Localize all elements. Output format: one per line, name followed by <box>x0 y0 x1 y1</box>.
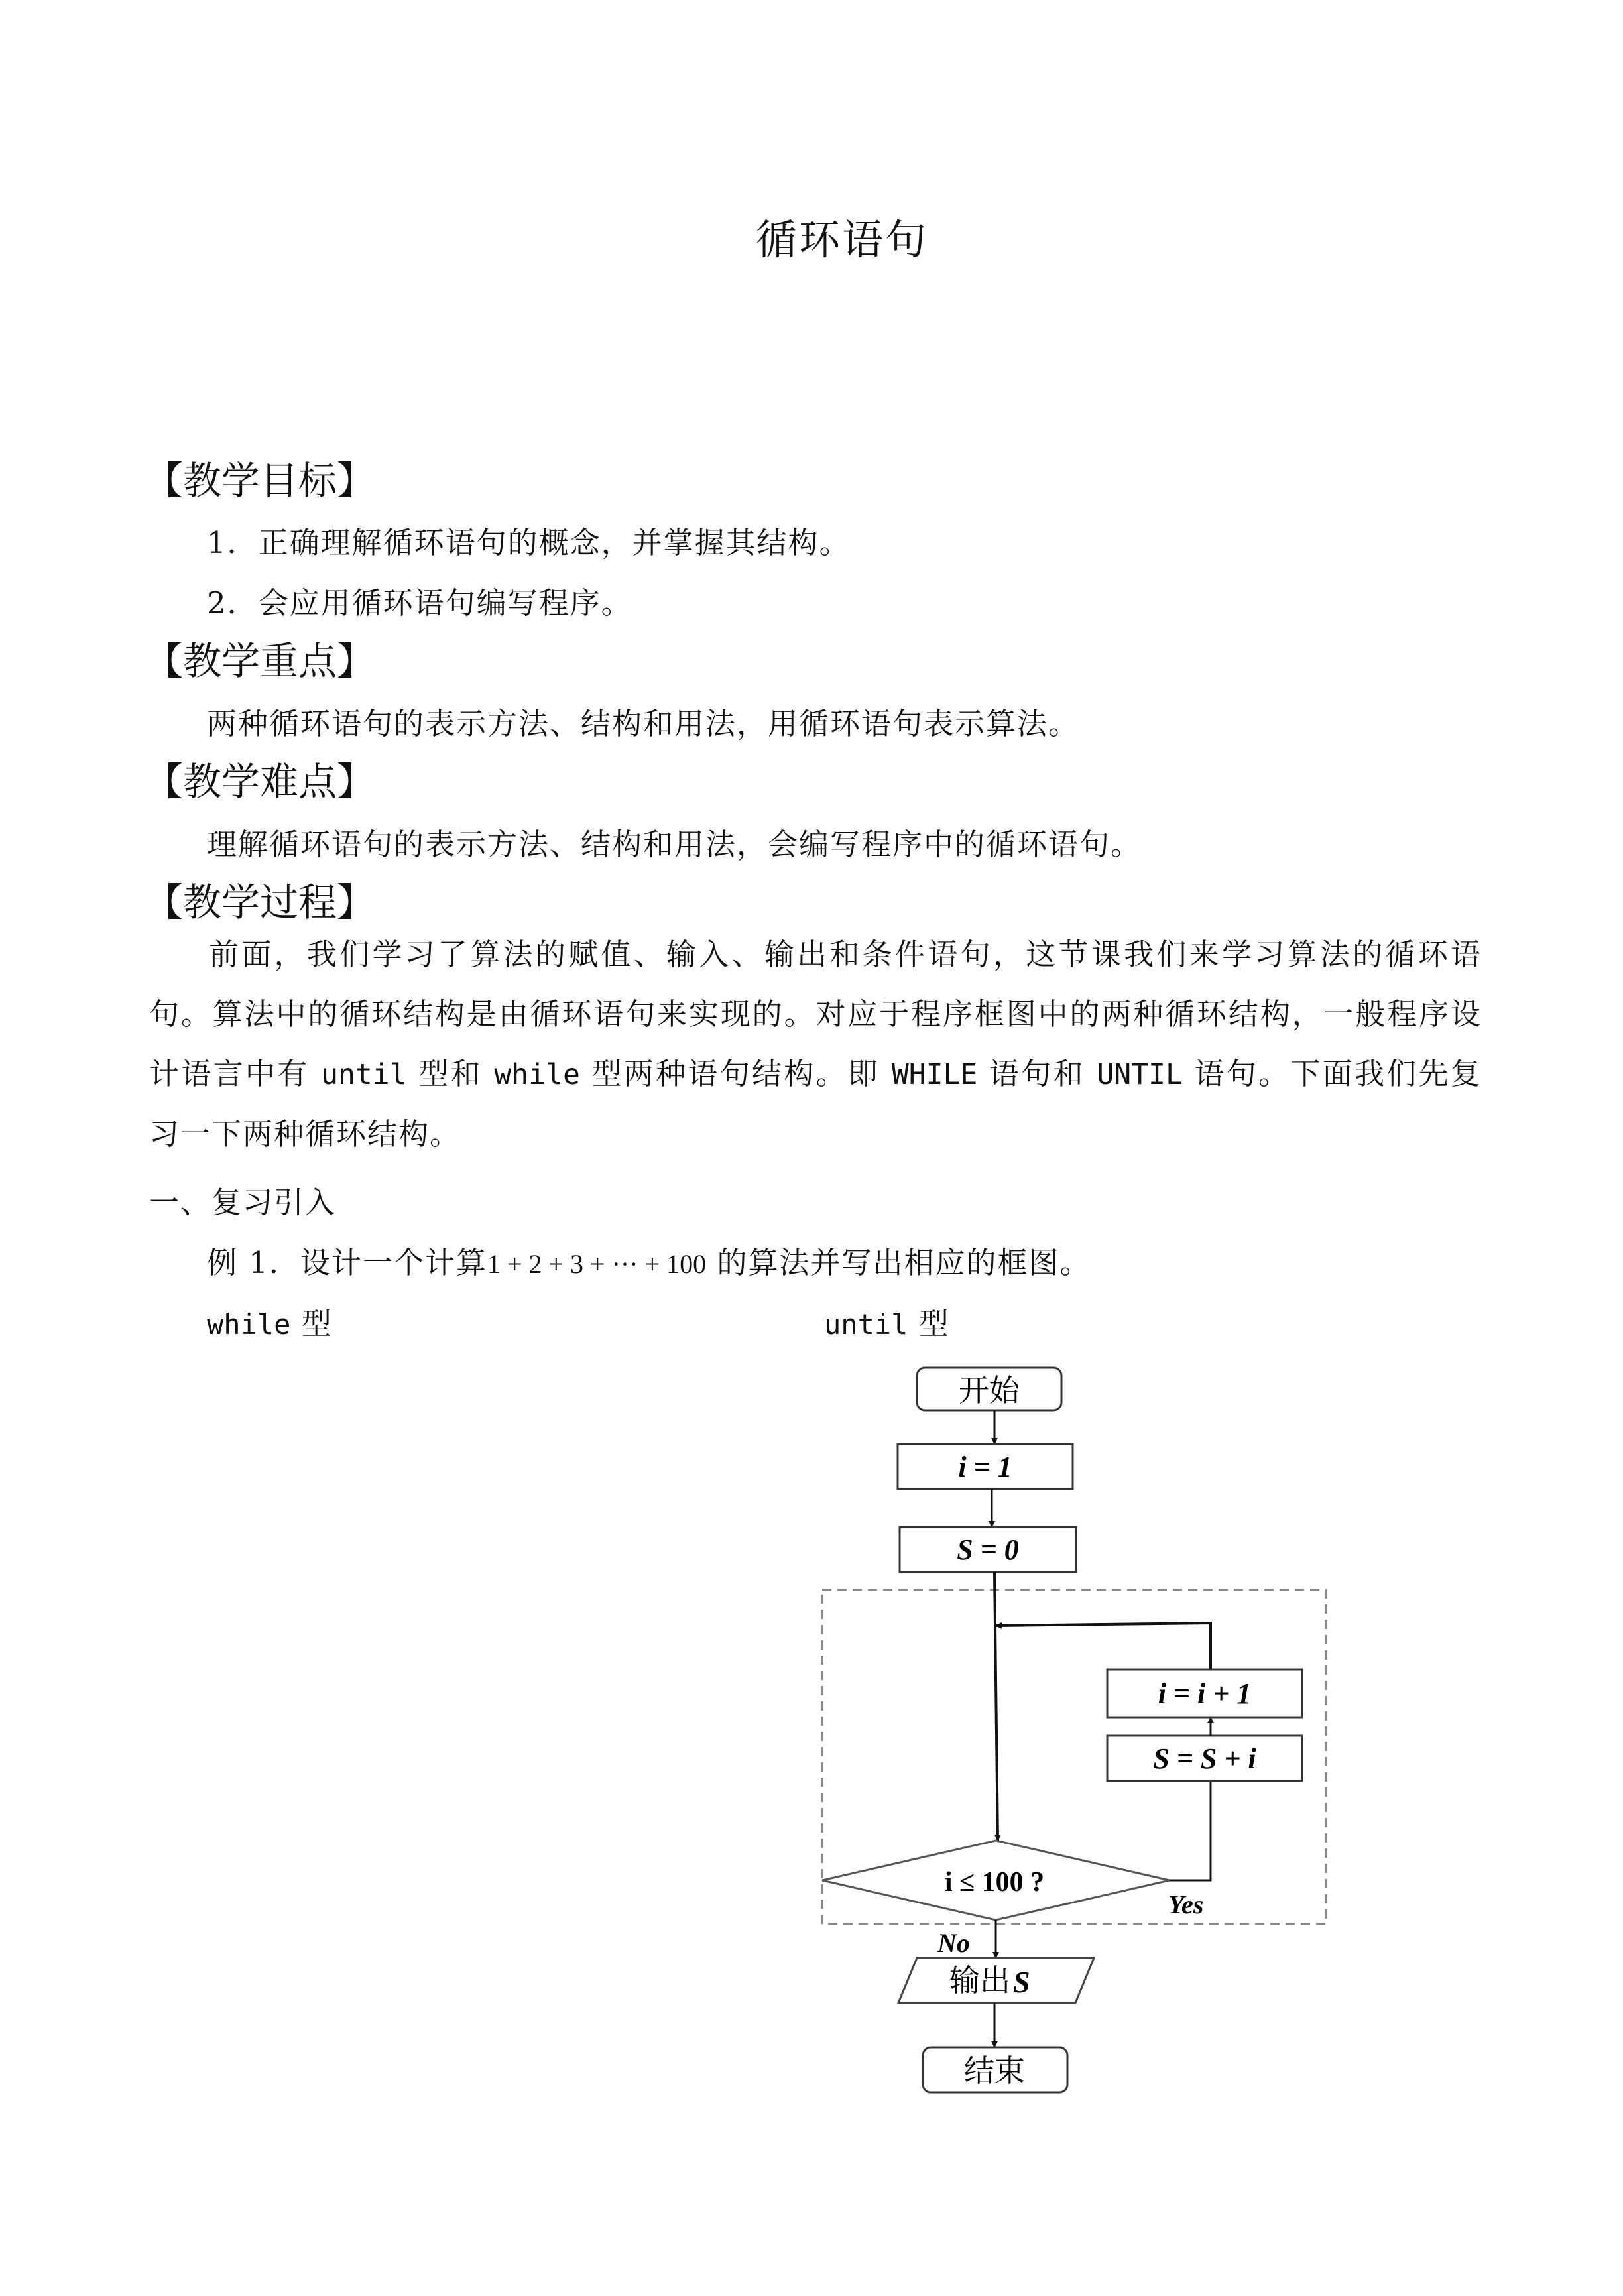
intro-until-word: until <box>321 1058 407 1091</box>
yes-label: Yes <box>1168 1890 1204 1919</box>
section-heading-difficulties: 【教学难点】 <box>145 759 376 804</box>
goal-item-2: 2．会应用循环语句编写程序。 <box>207 585 632 621</box>
example-formula: 1 + 2 + 3 + ··· + 100 <box>487 1249 707 1279</box>
output-var: S <box>1013 1965 1030 1999</box>
update-s-label: S = S + i <box>1153 1742 1256 1775</box>
document-title: 循环语句 <box>756 215 929 264</box>
goal-item-1: 1．正确理解循环语句的概念，并掌握其结构。 <box>207 525 851 560</box>
intro-text-part1: 前面，我们学习了算法的赋值、输入、输出和条件语句，这节课我们来学习算法的循环语句。算法中的循环结构是由循环语句来实现的。对应于程序框图中的两种循环结构，一般程序设计语言中有 <box>149 937 1482 1091</box>
intro-until-caps: UNTIL <box>1097 1058 1183 1091</box>
intro-text-part4: 语句和 <box>989 1056 1085 1091</box>
update-i-label: i = i + 1 <box>1158 1677 1252 1710</box>
init-i-label: i = 1 <box>958 1451 1012 1483</box>
difficulties-text: 理解循环语句的表示方法、结构和用法，会编写程序中的循环语句。 <box>207 827 1142 862</box>
review-heading: 一、复习引入 <box>149 1185 337 1220</box>
arrow-loop-back <box>996 1623 1211 1669</box>
section-heading-process: 【教学过程】 <box>145 880 376 925</box>
condition-label: i ≤ 100 ? <box>944 1867 1045 1898</box>
init-s-label: S = 0 <box>957 1534 1019 1566</box>
arrow-init-s-to-condition <box>994 1572 998 1841</box>
until-label-word: until <box>824 1308 908 1341</box>
start-label: 开始 <box>959 1372 1020 1408</box>
output-prefix: 输出 <box>949 1963 1010 1998</box>
example-prefix: 例 1．设计一个计算 <box>207 1245 487 1280</box>
no-label: No <box>937 1928 970 1958</box>
intro-while-caps: WHILE <box>891 1058 978 1091</box>
intro-text-part5: 语句。下面我们先复习一下两种循环结构。 <box>149 1056 1482 1152</box>
key-points-text: 两种循环语句的表示方法、结构和用法，用循环语句表示算法。 <box>207 706 1080 741</box>
until-label-suffix: 型 <box>918 1306 950 1341</box>
while-label-suffix: 型 <box>301 1306 333 1341</box>
intro-while-word: while <box>494 1058 580 1091</box>
while-label-word: while <box>207 1308 291 1341</box>
intro-text-part2: 型和 <box>418 1056 483 1091</box>
section-heading-key-points: 【教学重点】 <box>145 638 376 684</box>
section-heading-goals: 【教学目标】 <box>145 458 376 503</box>
end-label: 结束 <box>964 2053 1025 2088</box>
intro-text-part3: 型两种语句结构。即 <box>591 1056 880 1091</box>
example-suffix: 的算法并写出相应的框图。 <box>717 1245 1091 1280</box>
